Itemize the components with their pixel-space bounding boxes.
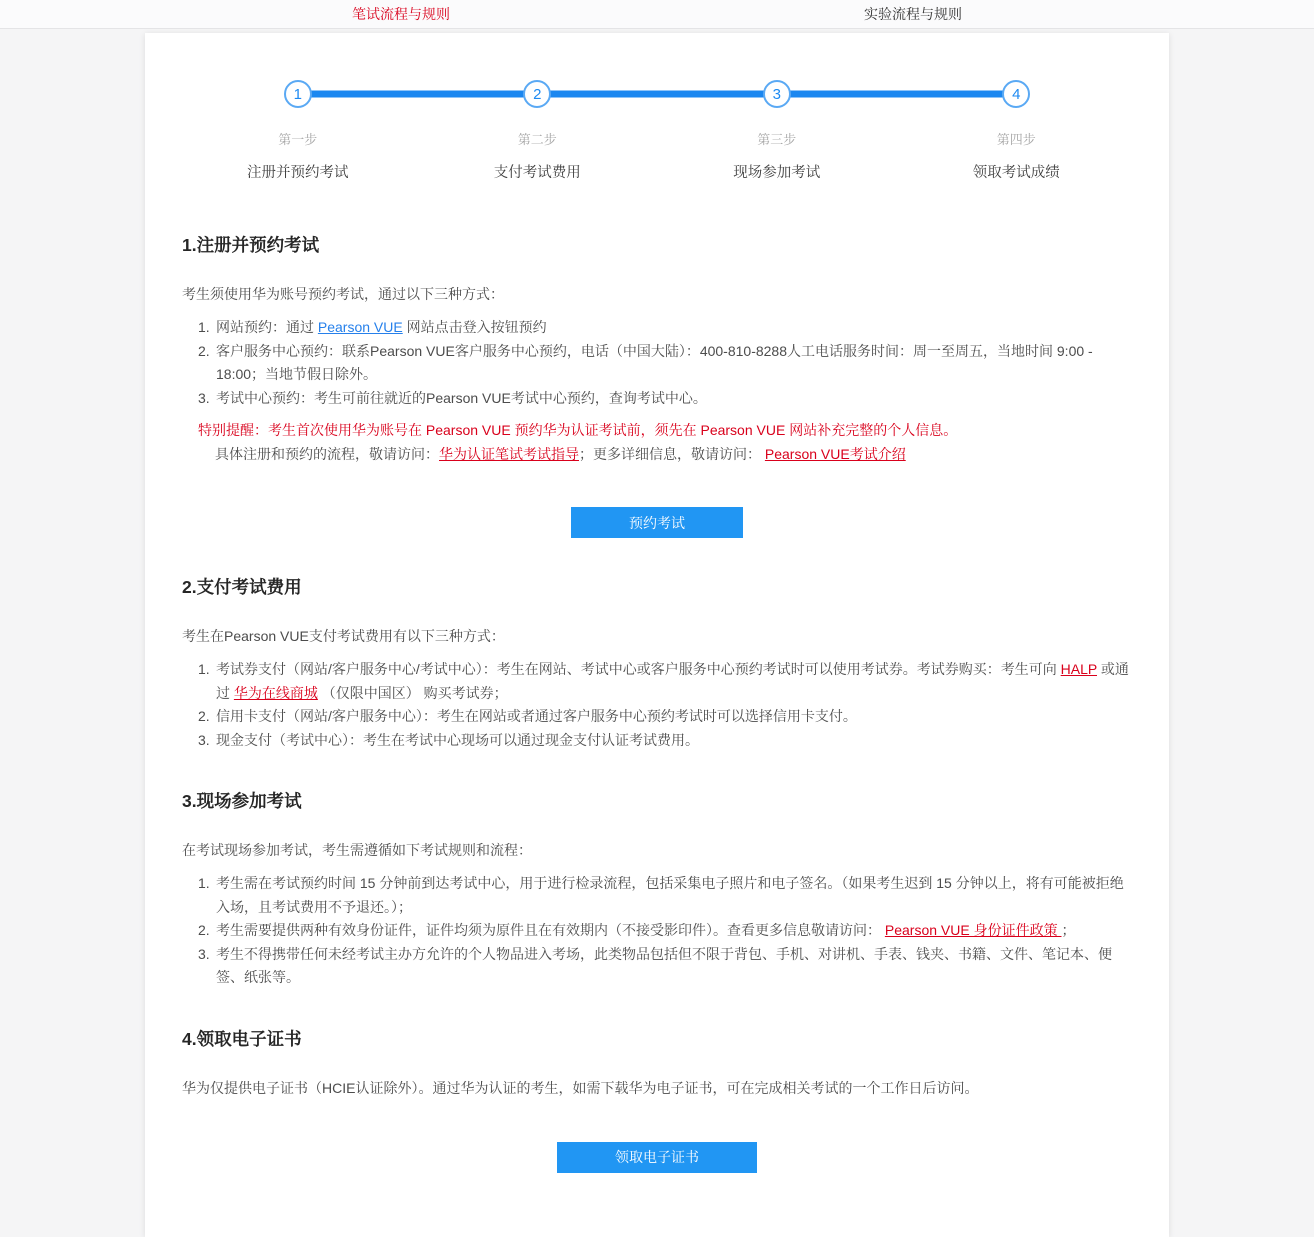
ordered-list: [182, 658, 1132, 752]
written-exam-guide-link[interactable]: 华为认证笔试考试指导: [439, 445, 579, 462]
list-number: 1.: [198, 319, 210, 335]
registration-guide-line: [215, 443, 1132, 467]
text-segment: 客户服务中心预约：联系Pearson VUE客户服务中心预约，电话（中国大陆）：400-810-8288人工电话服务时间：周一至周五，当地时间 9:00 - 18:00；当地节假日除外。: [216, 342, 1093, 382]
text-segment: 网站点击登入按钮预约: [402, 319, 547, 335]
stepper-connector: [537, 91, 777, 98]
text-segment: ；: [1061, 922, 1076, 938]
special-reminder-text: 特别提醒：考生首次使用华为账号在 Pearson VUE 预约华为认证考试前，须先在 Pearson VUE 网站补充完整的个人信息。: [198, 422, 958, 438]
list-item-text: [216, 661, 1129, 701]
step-title-3: 现场参加考试: [733, 165, 821, 181]
text-segment: 考试中心预约：考生可前往就近的Pearson VUE考试中心预约，查询考试中心。: [216, 389, 707, 406]
process-stepper: [178, 33, 1136, 182]
stepper-connector: [298, 91, 538, 98]
list-item-text: [216, 390, 707, 406]
section-heading-payment: 2.支付考试费用: [182, 577, 302, 597]
step-label-2: 第二步: [517, 132, 557, 147]
pearson-vue-intro-link[interactable]: Pearson VUE考试介绍: [764, 445, 906, 462]
section-heading-certificate: 4.领取电子证书: [182, 1028, 302, 1049]
halp-link[interactable]: HALP: [1060, 661, 1097, 677]
text-segment: 考生不得携带任何未经考试主办方允许的个人物品进入考场，此类物品包括但不限于背包、手机、对讲机、手表、钱夹、书籍、文件、笔记本、便签、纸张等。: [216, 945, 1112, 985]
section-register: [182, 232, 1132, 538]
list-item-text: [216, 946, 1112, 986]
list-item: [198, 658, 1132, 705]
top-tab-bar: [0, 0, 1314, 29]
tab-written-exam-process[interactable]: 笔试流程与规则: [352, 6, 450, 22]
list-item: [198, 872, 1132, 919]
list-number: 2.: [198, 342, 210, 359]
list-item: [198, 919, 1132, 943]
list-item-text: [216, 708, 857, 724]
list-number: 3.: [198, 945, 210, 962]
text-segment: 考生需在考试预约时间 15 分钟前到达考试中心，用于进行检录流程，包括采集电子照片和电子签名。（如果考生迟到 15 分钟以上，将有可能被拒绝入场，且考试费用不予退还。）；: [216, 875, 1124, 915]
pearson-vue-link[interactable]: Pearson VUE: [317, 319, 403, 335]
step-circle-2: 2: [523, 80, 551, 108]
list-item: [198, 387, 1132, 411]
section-heading-attend: 3.现场参加考试: [182, 791, 302, 811]
step-title-1: 注册并预约考试: [247, 165, 349, 181]
stepper-connector: [777, 91, 1017, 98]
list-item-text: [216, 319, 547, 335]
ordered-list: [182, 872, 1132, 990]
section-intro: 在考试现场参加考试，考生需遵循如下考试规则和流程：: [182, 842, 532, 858]
text-segment: 或通过: [216, 661, 1129, 701]
text-segment: 考生需要提供两种有效身份证件，证件均须为原件且在有效期内（不接受影印件）。查看更多信息敬请访问：: [216, 922, 885, 938]
text-segment: 现金支付（考试中心）：考生在考试中心现场可以通过现金支付认证考试费用。: [216, 731, 699, 748]
list-item-text: [216, 922, 1076, 938]
content-area: [145, 232, 1169, 1173]
list-number: 2.: [198, 708, 210, 724]
step-label-3: 第三步: [757, 132, 797, 147]
list-number: 3.: [198, 389, 210, 406]
tab-lab-exam-process[interactable]: 实验流程与规则: [864, 6, 962, 22]
list-item-text: [216, 875, 1124, 915]
list-number: 2.: [198, 922, 210, 938]
step-label-1: 第一步: [278, 132, 318, 147]
list-item-text: [216, 732, 699, 748]
text-segment: （仅限中国区） 购买考试券；: [317, 684, 508, 701]
top-tab-container: [145, 0, 1169, 28]
list-item: [198, 705, 1132, 729]
list-item: [198, 340, 1132, 387]
stepper-step-1: [178, 80, 418, 108]
stepper-labels-row: [178, 129, 1136, 148]
step-circle-4: 4: [1002, 80, 1030, 108]
id-policy-link[interactable]: Pearson VUE 身份证件政策: [884, 922, 1062, 938]
step-circle-1: 1: [284, 80, 312, 108]
section-attend: [182, 788, 1132, 990]
text-segment: ；更多详细信息，敬请访问：: [579, 445, 765, 462]
step-title-4: 领取考试成绩: [972, 165, 1060, 181]
list-item: [198, 943, 1132, 990]
section-intro: 考生在Pearson VUE支付考试费用有以下三种方式：: [182, 628, 505, 644]
list-item-text: [216, 343, 1093, 383]
text-segment: 信用卡支付（网站/客户服务中心）：考生在网站或者通过客户服务中心预约考试时可以选择信用卡支付。: [216, 708, 857, 724]
text-segment: 考试券支付（网站/客户服务中心/考试中心）：考生在网站、考试中心或客户服务中心预约考试时可以使用考试券。考试券购买：考生可向: [216, 661, 1061, 677]
section-intro: 华为仅提供电子证书（HCIE认证除外）。通过华为认证的考生，如需下载华为电子证书，可在完成相关考试的一个工作日后访问。: [182, 1079, 979, 1096]
book-exam-button[interactable]: 预约考试: [571, 507, 743, 538]
step-title-2: 支付考试费用: [493, 165, 581, 181]
list-number: 1.: [198, 661, 210, 677]
step-label-4: 第四步: [996, 132, 1036, 147]
stepper-circles-row: [178, 80, 1136, 108]
list-number: 3.: [198, 731, 210, 748]
list-item: [198, 729, 1132, 753]
list-number: 1.: [198, 875, 210, 891]
list-item: [198, 316, 1132, 340]
section-intro: 考生须使用华为账号预约考试，通过以下三种方式：: [182, 286, 504, 302]
huawei-online-store-link[interactable]: 华为在线商城: [233, 684, 318, 701]
section-payment: [182, 574, 1132, 752]
section-heading-register: 1.注册并预约考试: [182, 235, 320, 255]
main-content-card: [145, 33, 1169, 1237]
ordered-list: [182, 316, 1132, 410]
stepper-titles-row: [178, 161, 1136, 182]
text-segment: 具体注册和预约的流程，敬请访问：: [215, 445, 439, 462]
section-certificate: [182, 1026, 1132, 1173]
step-circle-3: 3: [763, 80, 791, 108]
get-certificate-button[interactable]: 领取电子证书: [557, 1142, 757, 1173]
text-segment: 网站预约：通过: [216, 319, 318, 335]
